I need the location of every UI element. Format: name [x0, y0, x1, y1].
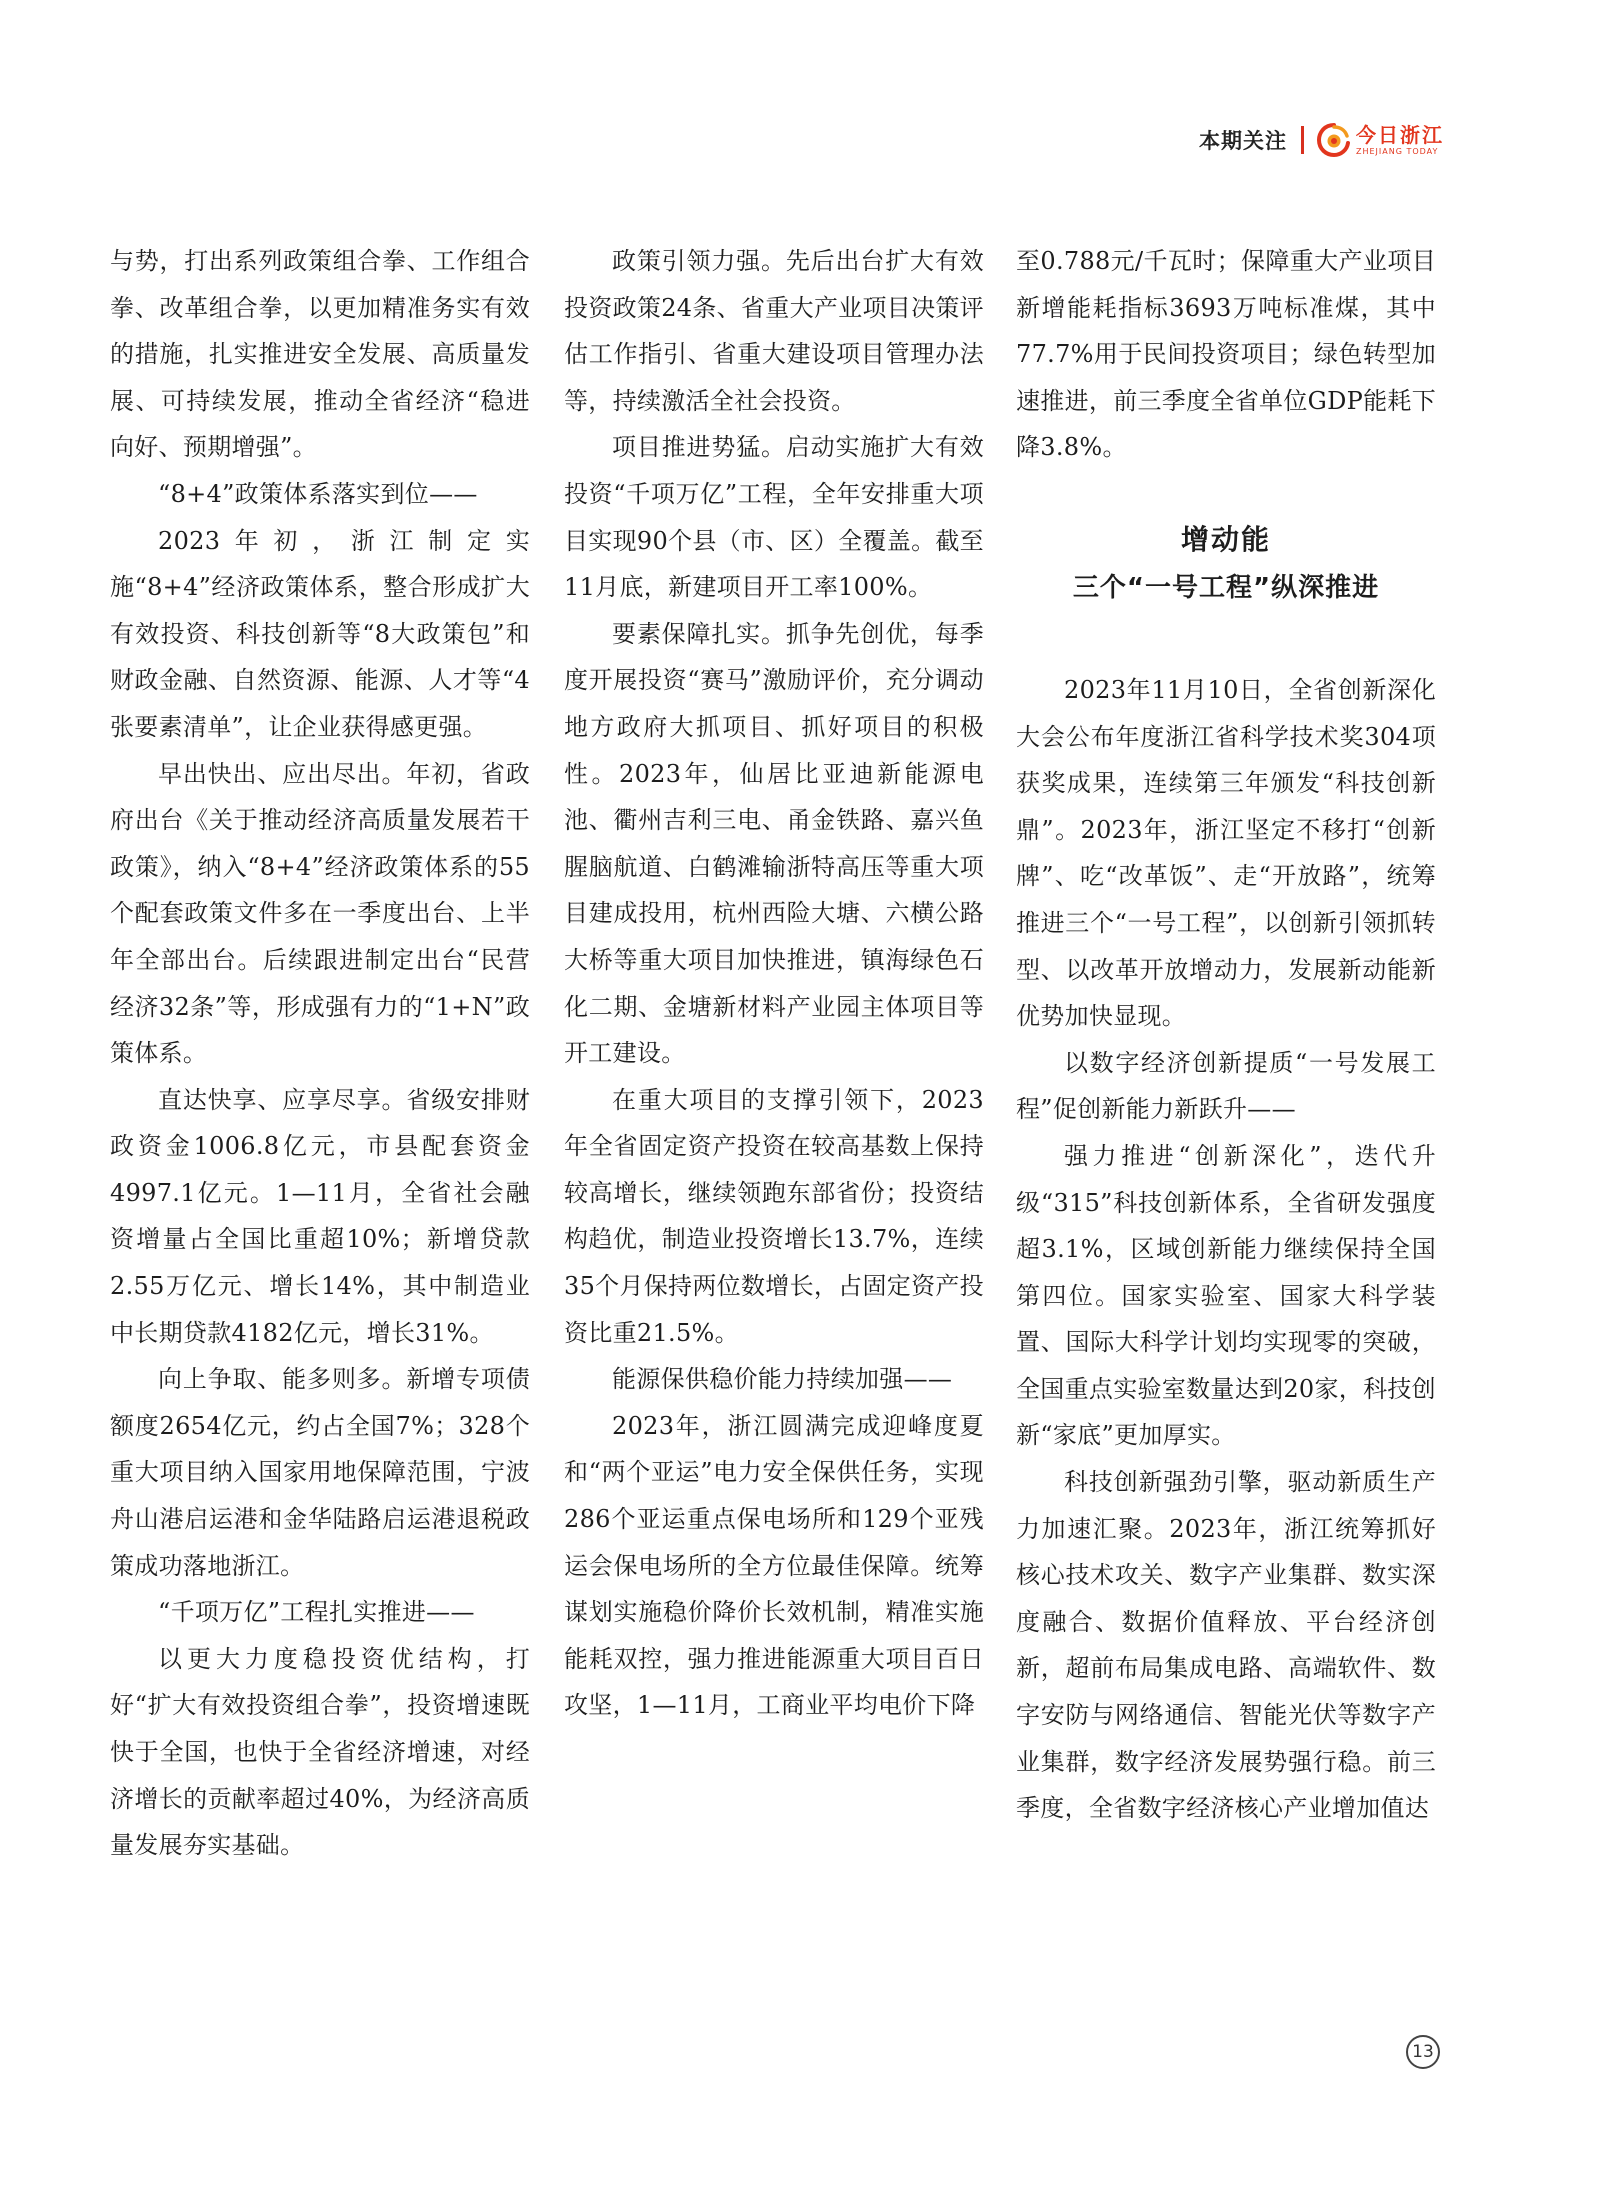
- page-number: 13: [1406, 2035, 1440, 2069]
- section-heading-subtitle: 三个“一号工程”纵深推进: [1072, 572, 1380, 603]
- paragraph: 在重大项目的支撑引领下，2023年全省固定资产投资在较高基数上保持较高增长，继续领跑东部省份；投资结构趋优，制造业投资增长13.7%，连续35个月保持两位数增长，占固定资产投资比重21.5%。: [564, 1085, 984, 1347]
- paragraph: 2023年初，浙江制定实施“8+4”经济政策体系，整合形成扩大有效投资、科技创新等“8大政策包”和财政金融、自然资源、能源、人才等“4张要素清单”，让企业获得感更强。: [110, 526, 530, 741]
- text-column-2: [564, 238, 984, 1729]
- paragraph: 以更大力度稳投资优结构，打好“扩大有效投资组合拳”，投资增速既快于全国，也快于全省经济增速，对经济增长的贡献率超过40%，为经济高质量发展夯实基础。: [110, 1644, 530, 1860]
- paragraph: 2023年11月10日，全省创新深化大会公布年度浙江省科学技术奖304项获奖成果，连续第三年颁发“科技创新鼎”。2023年，浙江坚定不移打“创新牌”、吃“改革饭”、走“开放路”，统筹推进三个“一号工程”，以创新引领抓转型、以改革开放增动力，发展新动能新优势加快显现。: [1016, 675, 1436, 1031]
- paragraph: 要素保障扎实。抓争先创优，每季度开展投资“赛马”激励评价，充分调动地方政府大抓项目、抓好项目的积极性。2023年，仙居比亚迪新能源电池、衢州吉利三电、甬金铁路、嘉兴鱼腥脑航道、白鹤滩输浙特高压等重大项目建成投用，杭州西险大塘、六横公路大桥等重大项目加快推进，镇海绿色石化二期、金塘新材料产业园主体项目等开工建设。: [564, 619, 984, 1068]
- paragraph: 早出快出、应出尽出。年初，省政府出台《关于推动经济高质量发展若干政策》，纳入“8+4”经济政策体系的55个配套政策文件多在一季度出台、上半年全部出台。后续跟进制定出台“民营经济32条”等，形成强有力的“1+N”政策体系。: [110, 759, 530, 1068]
- section-heading-title: 增动能: [1180, 522, 1271, 556]
- paragraph: “千项万亿”工程扎实推进——: [158, 1598, 475, 1627]
- section-label: 本期关注: [1199, 129, 1287, 153]
- logo-chinese-text: 今日浙江: [1356, 122, 1444, 147]
- logo-english-text: ZHEJIANG TODAY: [1356, 146, 1439, 156]
- paragraph: 能源保供稳价能力持续加强——: [612, 1365, 953, 1394]
- paragraph: 向上争取、能多则多。新增专项债额度2654亿元，约占全国7%；328个重大项目纳入国家用地保障范围，宁波舟山港启运港和金华陆路启运港退税政策成功落地浙江。: [110, 1365, 530, 1580]
- paragraph: 直达快享、应享尽享。省级安排财政资金1006.8亿元，市县配套资金4997.1亿元。1—11月，全省社会融资增量占全国比重超10%；新增贷款2.55万亿元、增长14%，其中制造业中长期贷款4182亿元，增长31%。: [110, 1085, 530, 1347]
- text-column-1: [110, 238, 530, 1869]
- page-header: [1199, 118, 1444, 162]
- text-column-3: [1016, 238, 1436, 1832]
- paragraph: 以数字经济创新提质“一号发展工程”促创新能力新跃升——: [1016, 1048, 1436, 1124]
- paragraph: 与势，打出系列政策组合拳、工作组合拳、改革组合拳，以更加精准务实有效的措施，扎实推进安全发展、高质量发展、可持续发展，推动全省经济“稳进向好、预期增强”。: [110, 247, 530, 462]
- paragraph: 至0.788元/千瓦时；保障重大产业项目新增能耗指标3693万吨标准煤，其中77.7%用于民间投资项目；绿色转型加速推进，前三季度全省单位GDP能耗下降3.8%。: [1016, 247, 1436, 462]
- section-heading: [1016, 515, 1436, 611]
- header-divider: [1301, 126, 1304, 154]
- paragraph: 强力推进“创新深化”，迭代升级“315”科技创新体系，全省研发强度超3.1%，区域创新能力继续保持全国第四位。国家实验室、国家大科学装置、国际大科学计划均实现零的突破，全国重点实验室数量达到20家，科技创新“家底”更加厚实。: [1016, 1141, 1436, 1450]
- logo-swirl-icon: [1316, 122, 1352, 158]
- paragraph: 政策引领力强。先后出台扩大有效投资政策24条、省重大产业项目决策评估工作指引、省重大建设项目管理办法等，持续激活全社会投资。: [564, 247, 984, 415]
- magazine-logo: [1316, 122, 1444, 158]
- paragraph: 科技创新强劲引擎，驱动新质生产力加速汇聚。2023年，浙江统筹抓好核心技术攻关、数字产业集群、数实深度融合、数据价值释放、平台经济创新，超前布局集成电路、高端软件、数字安防与网络通信、智能光伏等数字产业集群，数字经济发展势强行稳。前三季度，全省数字经济核心产业增加值达: [1016, 1468, 1436, 1823]
- paragraph: 2023年，浙江圆满完成迎峰度夏和“两个亚运”电力安全保供任务，实现286个亚运重点保电场所和129个亚残运会保电场所的全方位最佳保障。统筹谋划实施稳价降价长效机制，精准实施能耗双控，强力推进能源重大项目百日攻坚，1—11月，工商业平均电价下降: [564, 1411, 984, 1720]
- paragraph: “8+4”政策体系落实到位——: [158, 479, 478, 508]
- paragraph: 项目推进势猛。启动实施扩大有效投资“千项万亿”工程，全年安排重大项目实现90个县（市、区）全覆盖。截至11月底，新建项目开工率100%。: [564, 433, 984, 602]
